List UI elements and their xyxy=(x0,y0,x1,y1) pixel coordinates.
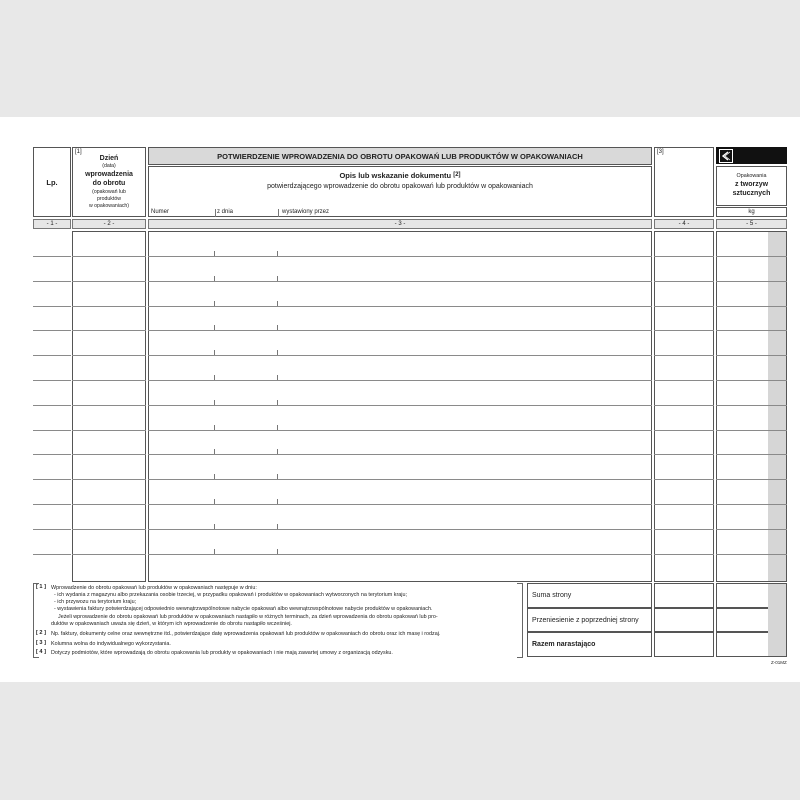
table-row-line xyxy=(148,281,652,282)
table-row-line xyxy=(148,479,652,480)
col5-line3: sztucznych xyxy=(732,190,771,197)
plastic-column-header xyxy=(716,147,787,217)
table-row-line xyxy=(716,355,787,356)
table-row-line xyxy=(33,380,71,381)
sub-wystawiony: wystawiony przez xyxy=(282,209,330,215)
table-row-line xyxy=(716,380,787,381)
table-row-line xyxy=(654,454,714,455)
row-divider-tick xyxy=(214,449,215,454)
table-row-line xyxy=(72,479,146,480)
table-row-line xyxy=(33,454,71,455)
table-row-line xyxy=(33,330,71,331)
table-row-line xyxy=(148,504,652,505)
table-row-line xyxy=(33,355,71,356)
sum-page-label: Suma strony xyxy=(532,592,572,599)
col2-line2: (data) xyxy=(102,163,116,169)
row-divider-tick xyxy=(277,474,278,479)
table-row-line xyxy=(654,405,714,406)
row-divider-tick xyxy=(214,400,215,405)
table-row-line xyxy=(716,529,787,530)
row-divider-tick xyxy=(214,276,215,281)
table-row-line xyxy=(716,430,787,431)
col2-line6: produktów xyxy=(97,196,121,202)
totals-col4-2 xyxy=(654,608,714,632)
table-row-line xyxy=(72,430,146,431)
free-column-header-cell xyxy=(654,147,714,217)
table-row-line xyxy=(716,405,787,406)
table-row-line xyxy=(72,529,146,530)
footnote-1-line4: - wystawienia faktury potwierdzającej odpowiednio wewnątrzwspólnotowe nabycie opakowań albo wewnątrzwspólnotowe nabycie produktów w opakowaniach. xyxy=(54,606,433,612)
table-row-line xyxy=(72,504,146,505)
row-divider-tick xyxy=(277,375,278,380)
table-row-line xyxy=(33,430,71,431)
footnote-3-tag: [ 3 ] xyxy=(36,640,46,646)
colnum-3: - 3 - xyxy=(148,219,652,229)
table-row-line xyxy=(148,554,652,555)
table-row-line xyxy=(33,256,71,257)
table-row-line xyxy=(72,355,146,356)
col2-line3: wprowadzenia xyxy=(85,171,133,178)
table-row-line xyxy=(716,554,787,555)
row-divider-tick xyxy=(277,276,278,281)
row-divider-tick xyxy=(277,549,278,554)
row-divider-tick xyxy=(214,524,215,529)
table-row-line xyxy=(148,529,652,530)
lp-label: Lp. xyxy=(46,178,58,187)
col2-line4: do obrotu xyxy=(92,180,126,187)
table-row-line xyxy=(148,256,652,257)
desc-subtitle: potwierdzającego wprowadzenie do obrotu opakowań lub produktów w opakowaniach xyxy=(267,183,533,190)
table-row-line xyxy=(148,306,652,307)
footnote-1-line5: Jeżeli wprowadzenie do obrotu opakowań lub produktów w opakowaniach nastąpiło w różnych terminach, za dzień wprowadzenia do obrotu opakowań lub pro- xyxy=(58,614,438,620)
row-divider-tick xyxy=(214,425,215,430)
desc-ref: [2] xyxy=(453,172,461,178)
table-row-line xyxy=(716,504,787,505)
table-row-line xyxy=(148,405,652,406)
footnote-2-tag: [ 2 ] xyxy=(36,630,46,636)
table-row-line xyxy=(654,479,714,480)
cumulative-label: Razem narastająco xyxy=(532,641,596,648)
row-divider-tick xyxy=(214,375,215,380)
table-row-line xyxy=(72,380,146,381)
table-row-line xyxy=(33,529,71,530)
table-row-line xyxy=(654,281,714,282)
footnote-3: Kolumna wolna do indywidualnego wykorzystania. xyxy=(51,641,171,647)
footnote-1-line1: Wprowadzenie do obrotu opakowań lub produktów w opakowaniach następuje w dniu: xyxy=(51,585,257,591)
table-row-line xyxy=(72,330,146,331)
table-row-line xyxy=(654,430,714,431)
table-row-line xyxy=(72,454,146,455)
table-row-line xyxy=(654,529,714,530)
form-code: Z-01MZ xyxy=(771,660,787,665)
table-row-line xyxy=(654,355,714,356)
table-row-line xyxy=(716,479,787,480)
sub-z-dnia: z dnia xyxy=(217,209,234,215)
col2-ref: [1] xyxy=(75,149,82,155)
colnum-4: - 4 - xyxy=(654,219,714,229)
form-sheet xyxy=(0,117,800,682)
row-divider-tick xyxy=(214,325,215,330)
footnote-1-line6: duktów w opakowaniach uważa się dzień, w którym ich wprowadzenie do obrotu nastąpiło wcześniej. xyxy=(51,621,292,627)
row-divider-tick xyxy=(277,350,278,355)
totals-col4-3 xyxy=(654,632,714,657)
footnote-1-line3: - ich przywozu na terytorium kraju; xyxy=(54,599,137,605)
main-title: POTWIERDZENIE WPROWADZENIA DO OBROTU OPAKOWAŃ LUB PRODUKTÓW W OPAKOWANIACH xyxy=(217,151,583,161)
sum-page-cell xyxy=(527,583,652,608)
unit-cell xyxy=(716,207,787,217)
table-row-line xyxy=(33,306,71,307)
footnote-1-line2: - ich wydania z magazynu albo przekazania osobie trzeciej, w przypadku opakowań i produktów w opakowaniach wytworzonych na terytorium kraju; xyxy=(54,592,407,598)
arrow-logo-icon xyxy=(719,149,733,163)
col4-ref: [3] xyxy=(657,149,664,155)
table-row-line xyxy=(72,281,146,282)
carry-over-cell xyxy=(527,608,652,632)
sub-divider xyxy=(215,209,216,217)
table-row-line xyxy=(33,405,71,406)
table-row-line xyxy=(654,504,714,505)
row-divider-tick xyxy=(277,325,278,330)
table-row-line xyxy=(148,430,652,431)
table-row-line xyxy=(148,355,652,356)
table-row-line xyxy=(72,405,146,406)
table-row-line xyxy=(716,306,787,307)
table-row-line xyxy=(148,330,652,331)
col5-line1: Opakowania xyxy=(736,173,767,179)
row-divider-tick xyxy=(277,400,278,405)
lp-header-cell xyxy=(33,147,71,217)
table-row-line xyxy=(654,330,714,331)
col2-line1: Dzień xyxy=(99,155,119,162)
table-row-line xyxy=(33,504,71,505)
table-row-line xyxy=(716,454,787,455)
corner-logo-bar xyxy=(716,147,787,164)
col5-line2: z tworzyw xyxy=(734,181,769,188)
col5-unit: kg xyxy=(748,209,755,215)
row-divider-tick xyxy=(277,499,278,504)
plastic-header-cell xyxy=(716,166,787,206)
table-row-line xyxy=(716,256,787,257)
table-row-line xyxy=(33,554,71,555)
description-header-cell xyxy=(148,166,652,217)
desc-title: Opis lub wskazanie dokumentu [2] xyxy=(339,171,461,180)
footnote-4-tag: [ 4 ] xyxy=(36,649,46,655)
table-row-line xyxy=(33,281,71,282)
table-row-line xyxy=(654,380,714,381)
table-row-line xyxy=(148,380,652,381)
main-title-bar xyxy=(148,147,652,165)
row-divider-tick xyxy=(277,251,278,256)
colnum-2: - 2 - xyxy=(72,219,146,229)
colnum-5: - 5 - xyxy=(716,219,787,229)
row-divider-tick xyxy=(277,425,278,430)
cumulative-cell xyxy=(527,632,652,657)
sub-divider xyxy=(278,209,279,217)
colnum-1: - 1 - xyxy=(33,219,71,229)
row-divider-tick xyxy=(214,251,215,256)
footnote-2: Np. faktury, dokumenty celne oraz wewnętrzne itd., potwierdzające datę wprowadzenia opakowań lub produktów w opakowaniach do obrotu oraz ich masę i rodzaj. xyxy=(51,631,441,637)
row-divider-tick xyxy=(214,301,215,306)
footnote-4: Dotyczy podmiotów, które wprowadzają do obrotu opakowania lub produkty w opakowaniach i nie mają zawartej umowy z organizacją odzysku. xyxy=(51,650,393,656)
footnote-1-tag: [ 1 ] xyxy=(36,584,46,590)
row-divider-tick xyxy=(214,499,215,504)
date-header-cell xyxy=(72,147,146,217)
totals-col4-1 xyxy=(654,583,714,608)
totals-col5-shade xyxy=(768,584,786,656)
row-divider-tick xyxy=(277,301,278,306)
table-row-line xyxy=(716,330,787,331)
row-divider-tick xyxy=(214,474,215,479)
row-divider-tick xyxy=(214,549,215,554)
sub-numer: Numer xyxy=(151,209,170,215)
table-row-line xyxy=(716,281,787,282)
table-row-line xyxy=(654,256,714,257)
table-row-line xyxy=(654,306,714,307)
row-divider-tick xyxy=(277,449,278,454)
table-row-line xyxy=(72,306,146,307)
table-row-line xyxy=(72,256,146,257)
carry-over-label: Przeniesienie z poprzedniej strony xyxy=(532,616,639,624)
col2-line5: (opakowań lub xyxy=(92,189,126,195)
col2-line7: w opakowaniach) xyxy=(88,203,130,209)
table-row-line xyxy=(72,554,146,555)
table-row-line xyxy=(654,554,714,555)
row-divider-tick xyxy=(214,350,215,355)
row-divider-tick xyxy=(277,524,278,529)
table-row-line xyxy=(33,479,71,480)
table-row-line xyxy=(148,454,652,455)
